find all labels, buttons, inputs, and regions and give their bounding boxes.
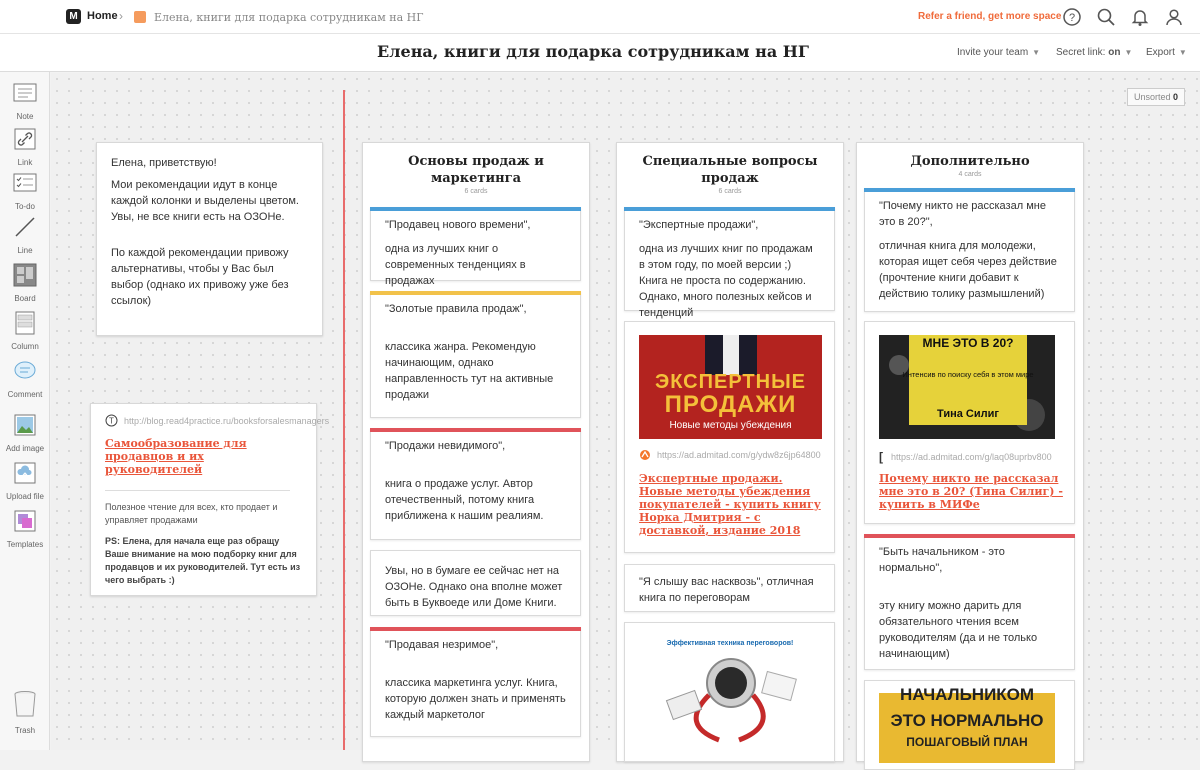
link-url[interactable]: https://ad.admitad.com/g/laq08uprbv800	[891, 452, 1052, 462]
tool-line[interactable]	[0, 216, 50, 255]
column-basics[interactable]	[362, 142, 590, 762]
link-url[interactable]: http://blog.read4practice.ru/booksforsalesmanagers	[124, 415, 330, 426]
breadcrumb-separator: ›	[119, 9, 123, 23]
card-heading: "Продавец нового времени",	[385, 219, 531, 231]
tool-comment[interactable]	[0, 360, 50, 399]
tool-column[interactable]	[0, 312, 50, 351]
secret-link-label: Secret link:	[1056, 47, 1109, 58]
cover-line: Новые методы убеждения	[669, 420, 792, 431]
tool-label: Comment	[7, 390, 43, 399]
export-dropdown[interactable]	[1146, 47, 1187, 58]
card-color-bar	[864, 534, 1075, 538]
link-description: Полезное чтение для всех, кто продает и управляет продажами	[105, 502, 278, 525]
card-text: Увы, но в бумаге ее сейчас нет на ОЗОНе. Однако она вполне может быть в Буквоеде или Доме Книги.	[385, 565, 563, 609]
card[interactable]	[370, 291, 581, 418]
cover-line: Интенсив по поиску себя в этом мире	[902, 370, 1034, 379]
page-title[interactable]: Елена, книги для подарка сотрудникам на НГ	[377, 42, 809, 61]
trash-icon	[13, 690, 37, 718]
unsorted-count: 0	[1173, 92, 1179, 102]
card-heading: "Быть начальником - это нормально",	[879, 546, 1005, 574]
card-heading: "Почему никто не рассказал мне это в 20?",	[879, 200, 1046, 228]
card-text: одна из лучших книг о современных тенденциях в продажах	[385, 243, 526, 287]
home-link[interactable]: Home	[87, 10, 118, 22]
secret-link-value: on	[1108, 47, 1121, 58]
upload-icon	[13, 462, 37, 484]
link-divider	[105, 490, 290, 491]
unsorted-button[interactable]	[1127, 88, 1185, 106]
card[interactable]	[370, 550, 581, 616]
column-additional[interactable]	[856, 142, 1084, 762]
unsorted-label: Unsorted	[1133, 92, 1171, 102]
tool-sidebar	[0, 72, 50, 750]
help-icon[interactable]	[1062, 7, 1082, 27]
tool-label: Line	[17, 246, 33, 255]
chevron-down-icon: ▼	[1178, 48, 1187, 57]
board-title-bar	[0, 34, 1200, 72]
tool-templates[interactable]	[0, 510, 50, 549]
tool-label: Trash	[14, 726, 36, 735]
cover-line: ЭКСПЕРТНЫЕ	[655, 371, 806, 393]
card-color-bar	[370, 627, 581, 631]
board-color-icon	[134, 11, 146, 23]
card-heading: "Экспертные продажи",	[639, 219, 759, 231]
card-color-bar	[370, 428, 581, 432]
tool-label: Upload file	[6, 492, 44, 501]
card[interactable]	[624, 207, 835, 319]
tool-add-image[interactable]	[0, 414, 50, 453]
svg-text:?: ?	[1068, 12, 1076, 24]
card[interactable]	[370, 428, 581, 540]
card[interactable]	[624, 564, 835, 612]
card-heading: "Золотые правила продаж",	[385, 303, 527, 315]
chevron-down-icon: ▼	[1124, 48, 1133, 57]
milanote-logo-icon[interactable]: M	[66, 9, 81, 24]
stethoscope-book-image[interactable]	[639, 635, 822, 745]
column-title[interactable]: Дополнительно	[910, 154, 1030, 169]
image-icon	[13, 414, 37, 436]
secret-link-dropdown[interactable]	[1056, 47, 1132, 58]
invite-team-dropdown[interactable]	[957, 47, 1040, 58]
note-icon	[13, 82, 37, 104]
todo-icon	[13, 172, 37, 194]
link-title[interactable]: Экспертные продажи. Новые методы убеждения покупателей - купить книгу Норка Дмитрия - с доставкой, издание 2018	[639, 472, 821, 537]
breadcrumb-board-title[interactable]: Елена, книги для подарка сотрудникам на НГ	[154, 11, 424, 24]
board-icon	[13, 264, 37, 286]
bracket-favicon-icon: [	[879, 450, 883, 464]
top-bar	[0, 0, 1200, 34]
book-cover-image[interactable]	[879, 335, 1055, 439]
column-card-count: 6 cards	[718, 188, 742, 195]
book-cover-image[interactable]	[879, 685, 1055, 763]
card-color-bar	[370, 207, 581, 211]
card-heading: "Продавая незримое",	[385, 639, 499, 651]
card-text: одна из лучших книг по продажам в этом году, по моей версии ;) Книга не проста по содержанию. Однако, много полезных кейсов и тенденций	[639, 243, 813, 319]
card-text: эту книгу можно дарить для обязательного чтения всем руководителям (да и не только начинающим)	[879, 600, 1038, 660]
card-color-bar	[370, 291, 581, 295]
link-card[interactable]	[624, 321, 835, 553]
image-card[interactable]	[864, 680, 1075, 770]
column-title[interactable]: Основы продаж и маркетинга	[408, 154, 544, 186]
column-title[interactable]: Специальные вопросы продаж	[642, 154, 818, 186]
invite-team-label: Invite your team	[957, 47, 1029, 58]
search-icon[interactable]	[1096, 7, 1116, 27]
cover-line: МНЕ ЭТО В 20?	[922, 336, 1014, 350]
templates-icon	[13, 510, 37, 532]
tool-upload-file[interactable]	[0, 462, 50, 501]
export-label: Export	[1146, 47, 1175, 58]
link-card[interactable]	[864, 321, 1075, 524]
book-cover-art	[879, 335, 1055, 439]
svg-text:T: T	[109, 416, 114, 426]
card[interactable]	[864, 534, 1075, 670]
column-card-count: 4 cards	[958, 171, 982, 178]
cover-line: ПОШАГОВЫЙ ПЛАН	[906, 735, 1028, 749]
card-heading: "Продажи невидимого",	[385, 440, 506, 452]
tool-board[interactable]	[0, 264, 50, 303]
tool-label: Note	[16, 112, 34, 121]
image-card[interactable]	[624, 622, 835, 762]
tool-label: To-do	[14, 202, 35, 211]
note-paragraph: Мои рекомендации идут в конце каждой колонки и выделены цветом. Увы, не все книги есть на ОЗОНе.	[111, 179, 299, 223]
column-icon	[13, 312, 37, 334]
tool-todo[interactable]	[0, 172, 50, 211]
card-text: книга о продаже услуг. Автор отечественный, потому книга приближена к нашим реалиям.	[385, 478, 544, 522]
tool-link[interactable]	[0, 128, 50, 167]
user-profile-icon[interactable]	[1164, 7, 1184, 27]
link-ps: PS: Елена, для начала еще раз обращу Ваше внимание на мою подборку книг для продавцов и их руководителей. Тут есть из чего выбрать :)	[105, 536, 301, 585]
notifications-bell-icon[interactable]	[1130, 7, 1150, 27]
tool-trash[interactable]	[0, 690, 50, 735]
link-note[interactable]	[90, 403, 330, 596]
book-cover-author-photo	[639, 335, 822, 375]
card-text: классика маркетинга услуг. Книга, которую должен знать и применять каждый маркетолог	[385, 677, 566, 721]
comment-icon	[13, 360, 37, 382]
tool-label: Add image	[5, 444, 45, 453]
note-greeting: Елена, приветствую!	[111, 157, 217, 169]
note-paragraph: По каждой рекомендации привожу альтернативы, чтобы у Вас был выбор (однако их привожу уже без ссылок)	[111, 247, 289, 307]
link-icon	[13, 128, 37, 150]
card-color-bar	[864, 188, 1075, 192]
tool-label: Column	[11, 342, 39, 351]
cover-line: ЭТО НОРМАЛЬНО	[890, 711, 1044, 730]
divider-line[interactable]	[343, 90, 345, 750]
card-text: отличная книга для молодежи, которая ищет себя через действие (прочтение книги добавит к действию толику размышлений)	[879, 240, 1057, 300]
column-special[interactable]	[616, 142, 844, 762]
refer-friend-link[interactable]: Refer a friend, get more space	[918, 11, 1062, 22]
intro-note[interactable]	[96, 142, 323, 336]
card[interactable]	[864, 188, 1075, 312]
card[interactable]	[370, 207, 581, 287]
tool-label: Templates	[6, 540, 44, 549]
board-canvas[interactable]	[51, 73, 1200, 750]
cover-line: ПРОДАЖИ	[664, 391, 797, 418]
link-title[interactable]: Почему никто не рассказал мне это в 20? (Тина Силиг) - купить в МИФе	[879, 472, 1063, 511]
column-card-count: 6 cards	[464, 188, 488, 195]
cover-line: НАЧАЛЬНИКОМ	[899, 685, 1035, 704]
card[interactable]	[370, 627, 581, 737]
cover-line: Тина Силиг	[937, 408, 999, 420]
line-icon	[13, 216, 37, 238]
tool-label: Link	[17, 158, 33, 167]
card-text: классика жанра. Рекомендую начинающим, однако направленность тут на активные продажи	[385, 341, 554, 401]
site-favicon-icon	[105, 414, 118, 427]
tool-note[interactable]	[0, 82, 50, 121]
link-url[interactable]: https://ad.admitad.com/g/ydw8z6jp64800	[657, 450, 821, 460]
link-title[interactable]: Самообразование для продавцов и их руководителей	[105, 437, 247, 476]
chevron-down-icon: ▼	[1032, 48, 1041, 57]
book-cover-image[interactable]	[639, 335, 822, 439]
tool-label: Board	[14, 294, 36, 303]
cover-caption: Эффективная техника переговоров!	[666, 640, 794, 647]
admitad-favicon-icon	[639, 449, 651, 461]
card-color-bar	[624, 207, 835, 211]
card-text: "Я слышу вас насквозь", отличная книга по переговорам	[639, 576, 814, 604]
